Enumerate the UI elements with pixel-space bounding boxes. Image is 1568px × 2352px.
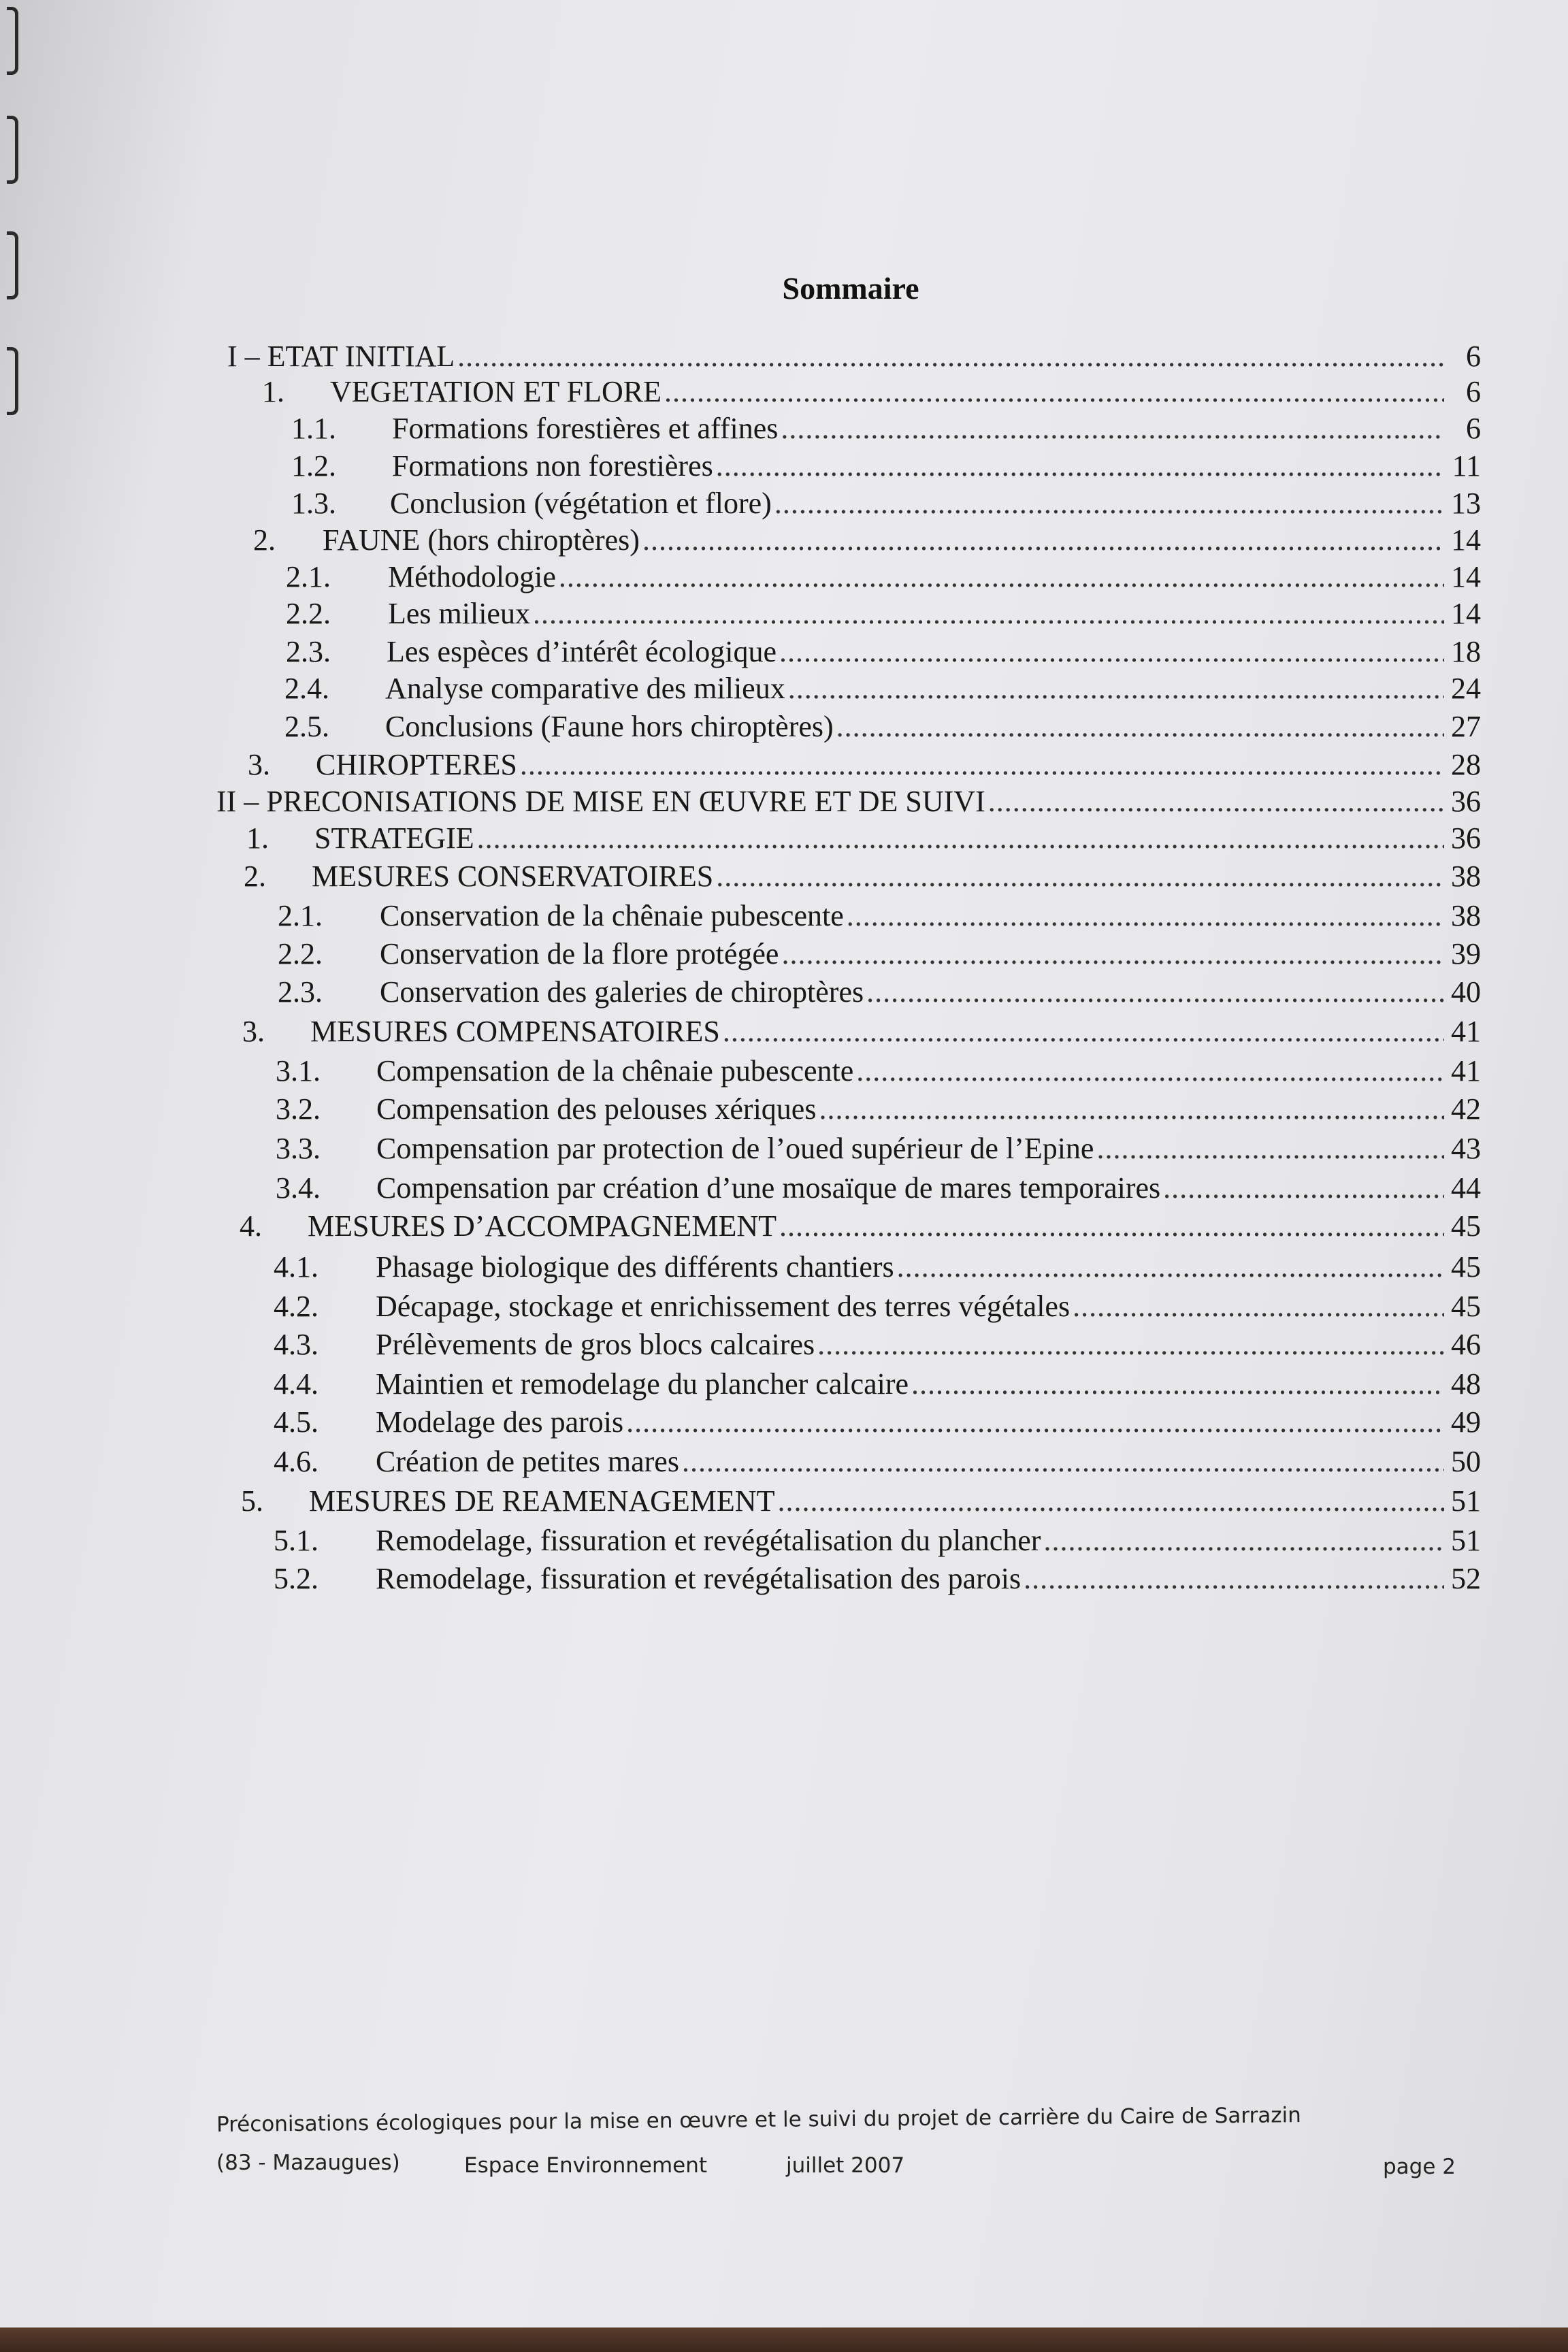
toc-leader-dots [682,1444,1444,1479]
toc-entry-page: 44 [1451,1171,1481,1205]
toc-entry-number: 2.3. [278,975,323,1009]
toc-entry-page: 41 [1451,1015,1481,1048]
toc-leader-dots [836,709,1444,744]
toc-entry-page: 36 [1451,821,1481,855]
toc-entry-number: 3. [248,748,270,781]
toc-entry-number: 4.4. [274,1367,318,1401]
toc-entry-number: 2.5. [284,710,329,743]
toc-entry [248,747,1481,785]
toc-entry-page: 40 [1451,975,1481,1009]
toc-entry-number: 4.3. [274,1328,318,1361]
toc-entry-label: FAUNE (hors chiroptères) [323,523,640,557]
toc-entry-page: 27 [1451,710,1481,743]
toc-leader-dots [779,1209,1444,1243]
toc-entry [278,975,1481,1013]
toc-entry-page: 46 [1451,1328,1481,1361]
toc-entry-page: 6 [1466,412,1481,445]
toc-entry [274,1523,1481,1561]
toc-leader-dots [781,936,1444,971]
toc-entry-number: 4.2. [274,1290,318,1323]
toc-entry [276,1171,1481,1209]
toc-leader-dots [626,1405,1444,1439]
toc-entry-label: Compensation par protection de l’oued supérieur de l’Epine [376,1132,1094,1165]
toc-entry-label: MESURES COMPENSATOIRES [310,1015,720,1048]
toc-entry [291,448,1481,487]
toc-entry [216,784,1481,822]
toc-leader-dots [819,1092,1444,1126]
toc-entry [274,1405,1481,1443]
toc-entry [274,1444,1481,1482]
toc-entry-number: 2.2. [286,597,331,630]
toc-leader-dots [559,559,1444,594]
toc-entry [278,936,1481,975]
binding-ring [7,231,18,299]
toc-leader-dots [988,784,1444,819]
footer-page-number: page 2 [1383,2155,1456,2179]
toc-entry-number: 3.1. [276,1054,321,1088]
toc-leader-dots [777,1484,1444,1518]
footer-date: juillet 2007 [786,2153,905,2178]
toc-entry [274,1367,1481,1405]
toc-entry-label: Les milieux [388,597,530,630]
toc-entry-label: Compensation par création d’une mosaïque de mares temporaires [376,1171,1161,1205]
toc-entry-label: Les espèces d’intérêt écologique [387,635,777,668]
toc-entry-label: CHIROPTERES [316,748,517,781]
footer-project-title: Préconisations écologiques pour la mise en œuvre et le suivi du projet de carrière du Caire de Sarrazin [216,2103,1301,2137]
toc-entry-label: Méthodologie [388,560,556,593]
toc-entry-page: 14 [1451,523,1481,557]
toc-entry-label: Phasage biologique des différents chantiers [376,1250,894,1284]
toc-entry-page: 24 [1451,672,1481,705]
toc-entry-page: 45 [1451,1250,1481,1284]
toc-entry-page: 41 [1451,1054,1481,1088]
toc-leader-dots [847,898,1444,933]
toc-entry-page: 52 [1451,1562,1481,1595]
toc-entry [240,1209,1481,1247]
spiral-binding [0,0,27,476]
toc-leader-dots [856,1054,1444,1088]
toc-entry-number: 1.1. [291,412,336,445]
toc-entry-page: 38 [1451,860,1481,893]
toc-entry-label: Formations non forestières [392,449,713,483]
toc-entry-number: 4.6. [274,1445,318,1478]
toc-entry-number: 4.5. [274,1405,318,1439]
toc-entry-label: Modelage des parois [376,1405,624,1439]
page-title: Sommaire [782,270,919,306]
toc-entry-label: Conclusion (végétation et flore) [390,487,772,520]
toc-entry-label: Remodelage, fissuration et revégétalisation du plancher [376,1524,1041,1557]
toc-entry-label: Compensation de la chênaie pubescente [376,1054,854,1088]
toc-entry-number: 1. [246,821,269,855]
toc-entry [286,559,1481,598]
toc-entry-number: 2. [253,523,276,557]
toc-entry-number: 3.4. [276,1171,321,1205]
toc-entry-number: 3. [242,1015,265,1048]
toc-entry-page: 45 [1451,1209,1481,1243]
toc-entry-page: 39 [1451,937,1481,970]
footer-location: (83 - Mazaugues) [216,2151,400,2175]
toc-leader-dots [788,671,1444,706]
toc-leader-dots [1073,1289,1444,1324]
toc-entry-number: 1.2. [291,449,336,483]
toc-leader-dots [1096,1131,1444,1166]
toc-entry-page: 6 [1466,340,1481,373]
toc-entry-label: Prélèvements de gros blocs calcaires [376,1328,815,1361]
toc-entry-label: Conclusions (Faune hors chiroptères) [385,710,834,743]
toc-leader-dots [779,634,1444,669]
toc-leader-dots [774,486,1444,521]
toc-leader-dots [781,411,1444,446]
toc-entry-page: 43 [1451,1132,1481,1165]
toc-entry [274,1561,1481,1599]
footer-organization: Espace Environnement [464,2153,708,2178]
toc-entry [276,1092,1481,1130]
toc-entry-page: 48 [1451,1367,1481,1401]
toc-entry [244,859,1481,897]
toc-entry [253,523,1481,561]
toc-leader-dots [533,596,1444,631]
toc-entry-label: Décapage, stockage et enrichissement des terres végétales [376,1290,1071,1323]
toc-leader-dots [477,821,1444,855]
toc-entry-label: MESURES CONSERVATOIRES [312,860,714,893]
toc-entry-label: Conservation des galeries de chiroptères [380,975,864,1009]
toc-entry-number: 2.4. [284,672,329,705]
toc-entry-label: STRATEGIE [314,821,474,855]
toc-entry-page: 36 [1451,785,1481,818]
toc-leader-dots [817,1327,1444,1362]
toc-entry-number: 5.1. [274,1524,318,1557]
toc-entry-page: 51 [1451,1484,1481,1518]
toc-entry-label: I – ETAT INITIAL [227,340,455,373]
toc-leader-dots [457,339,1444,374]
toc-entry-label: Conservation de la flore protégée [380,937,779,970]
toc-entry-number: 2.2. [278,937,323,970]
toc-leader-dots [716,859,1444,894]
toc-entry-label: MESURES DE REAMENAGEMENT [309,1484,775,1518]
toc-entry-label: Analyse comparative des milieux [385,672,785,705]
toc-entry-page: 49 [1451,1405,1481,1439]
toc-leader-dots [664,374,1444,409]
toc-entry-number: 1.3. [291,487,336,520]
toc-entry-page: 38 [1451,899,1481,932]
toc-entry [278,898,1481,936]
toc-entry-number: 5. [241,1484,263,1518]
toc-leader-dots [642,523,1444,557]
binding-ring [7,347,18,415]
toc-entry-number: 4. [240,1209,262,1243]
toc-entry-page: 6 [1466,375,1481,408]
binding-ring [7,7,18,75]
toc-entry-number: 3.2. [276,1092,321,1126]
toc-entry-page: 51 [1451,1524,1481,1557]
toc-entry [276,1131,1481,1169]
toc-entry-page: 45 [1451,1290,1481,1323]
toc-entry [246,821,1481,859]
toc-entry-page: 14 [1451,597,1481,630]
toc-entry [242,1014,1481,1052]
toc-entry [227,339,1481,377]
toc-entry-page: 11 [1452,449,1481,483]
toc-leader-dots [520,747,1444,782]
toc-entry-page: 14 [1451,560,1481,593]
toc-entry [241,1484,1481,1522]
toc-entry [286,596,1481,634]
toc-entry-page: 28 [1451,748,1481,781]
toc-entry-number: 2.1. [286,560,331,593]
toc-entry [262,374,1481,412]
toc-entry-label: VEGETATION ET FLORE [330,375,662,408]
toc-entry-page: 42 [1451,1092,1481,1126]
toc-entry [274,1289,1481,1327]
toc-entry-label: Formations forestières et affines [392,412,779,445]
toc-entry [284,671,1481,709]
toc-entry-number: 2.3. [286,635,331,668]
toc-leader-dots [716,448,1444,483]
toc-entry-page: 13 [1451,487,1481,520]
toc-entry-label: Conservation de la chênaie pubescente [380,899,844,932]
toc-entry-label: MESURES D’ACCOMPAGNEMENT [308,1209,777,1243]
toc-entry-label: II – PRECONISATIONS DE MISE EN ŒUVRE ET DE SUIVI [216,785,985,818]
toc-entry [274,1250,1481,1288]
toc-leader-dots [1024,1561,1444,1596]
toc-leader-dots [866,975,1444,1009]
toc-entry [286,634,1481,672]
table-surface [0,2328,1568,2352]
toc-leader-dots [1043,1523,1444,1558]
toc-leader-dots [897,1250,1444,1284]
toc-entry [291,411,1481,449]
binding-ring [7,116,18,184]
toc-leader-dots [911,1367,1444,1401]
toc-entry-number: 2. [244,860,266,893]
toc-entry [291,486,1481,524]
toc-entry-number: 4.1. [274,1250,318,1284]
toc-entry [284,709,1481,747]
toc-entry-page: 18 [1451,635,1481,668]
toc-entry-label: Création de petites mares [376,1445,679,1478]
toc-entry-label: Compensation des pelouses xériques [376,1092,817,1126]
toc-entry [276,1054,1481,1092]
toc-entry-label: Remodelage, fissuration et revégétalisation des parois [376,1562,1022,1595]
toc-entry-number: 5.2. [274,1562,318,1595]
toc-entry-number: 2.1. [278,899,323,932]
toc-entry-number: 1. [262,375,284,408]
toc-entry-page: 50 [1451,1445,1481,1478]
toc-leader-dots [723,1014,1444,1049]
toc-leader-dots [1163,1171,1444,1205]
toc-entry [274,1327,1481,1365]
toc-entry-label: Maintien et remodelage du plancher calcaire [376,1367,909,1401]
toc-entry-number: 3.3. [276,1132,321,1165]
